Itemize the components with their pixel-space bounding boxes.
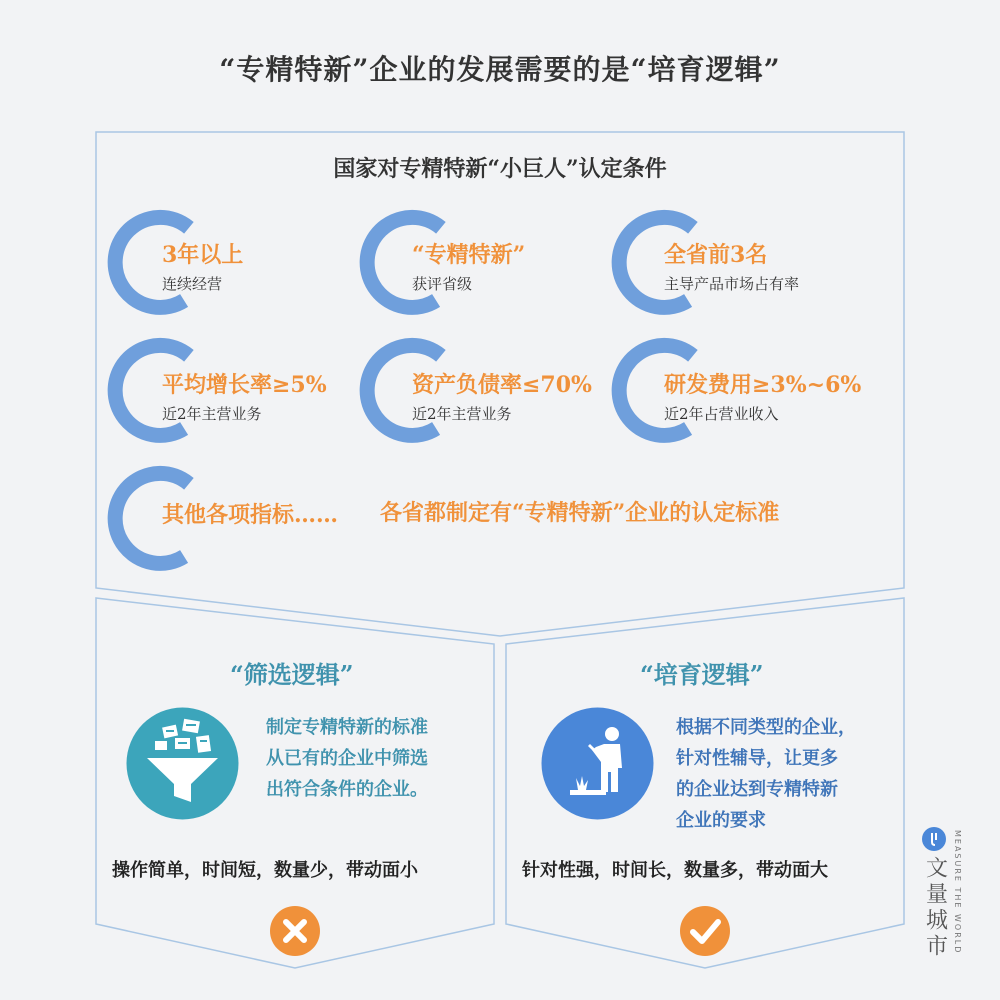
criterion-5 [412,368,592,424]
criterion-7 [162,498,338,529]
criterion-value: 平均增长率≥5% [162,372,327,398]
criterion-value: “专精特新” [412,242,526,268]
screening-summary: 操作简单，时间短，数量少，带动面小 [112,860,418,881]
check-icon [679,905,731,957]
criterion-3 [664,238,799,294]
description-line: 的企业达到专精特新 [676,779,838,800]
cultivation-summary: 针对性强，时间长，数量多，带动面大 [522,860,828,881]
criterion-value: 全省前3名 [664,242,768,268]
cross-icon [269,905,321,957]
funnel-icon [125,706,240,821]
brand-name [920,856,950,960]
criterion-2 [412,238,525,294]
provincial-note: 各省都制定有“专精特新”企业的认定标准 [380,500,780,526]
page-title: “专精特新”企业的发展需要的是“培育逻辑” [219,53,781,86]
screening-description [266,712,428,805]
criterion-1 [162,238,243,294]
gardener-icon [540,706,655,821]
criterion-6 [664,368,861,424]
brand-slogan: MEASURE THE WORLD [953,830,962,955]
criterion-value: 3年以上 [162,242,244,268]
description-line: 制定专精特新的标准 [266,717,428,738]
criterion-value: 资产负债率≤70% [412,372,592,398]
criterion-value: 其他各项指标…… [162,502,339,528]
criterion-desc: 近2年占营业收入 [664,405,779,423]
description-line: 从已有的企业中筛选 [266,748,428,769]
criterion-desc: 获评省级 [412,275,473,293]
description-line: 针对性辅导，让更多 [676,748,838,769]
criterion-4 [162,368,327,424]
criterion-desc: 近2年主营业务 [412,405,512,423]
criterion-desc: 近2年主营业务 [162,405,262,423]
criteria-title: 国家对专精特新“小巨人”认定条件 [333,156,667,182]
criterion-desc: 连续经营 [162,275,223,293]
description-line: 根据不同类型的企业， [676,717,856,738]
description-line: 出符合条件的企业。 [266,779,428,800]
brand-name-text: 文量城市 [922,856,948,960]
criterion-desc: 主导产品市场占有率 [664,275,800,293]
description-line: 企业的要求 [676,810,766,831]
screening-logic-title: “筛选逻辑” [230,660,354,689]
criterion-value: 研发费用≥3%~6% [664,372,862,398]
brand-logo-icon [921,826,947,852]
cultivation-description [676,712,856,836]
cultivation-logic-title: “培育逻辑” [640,660,764,689]
